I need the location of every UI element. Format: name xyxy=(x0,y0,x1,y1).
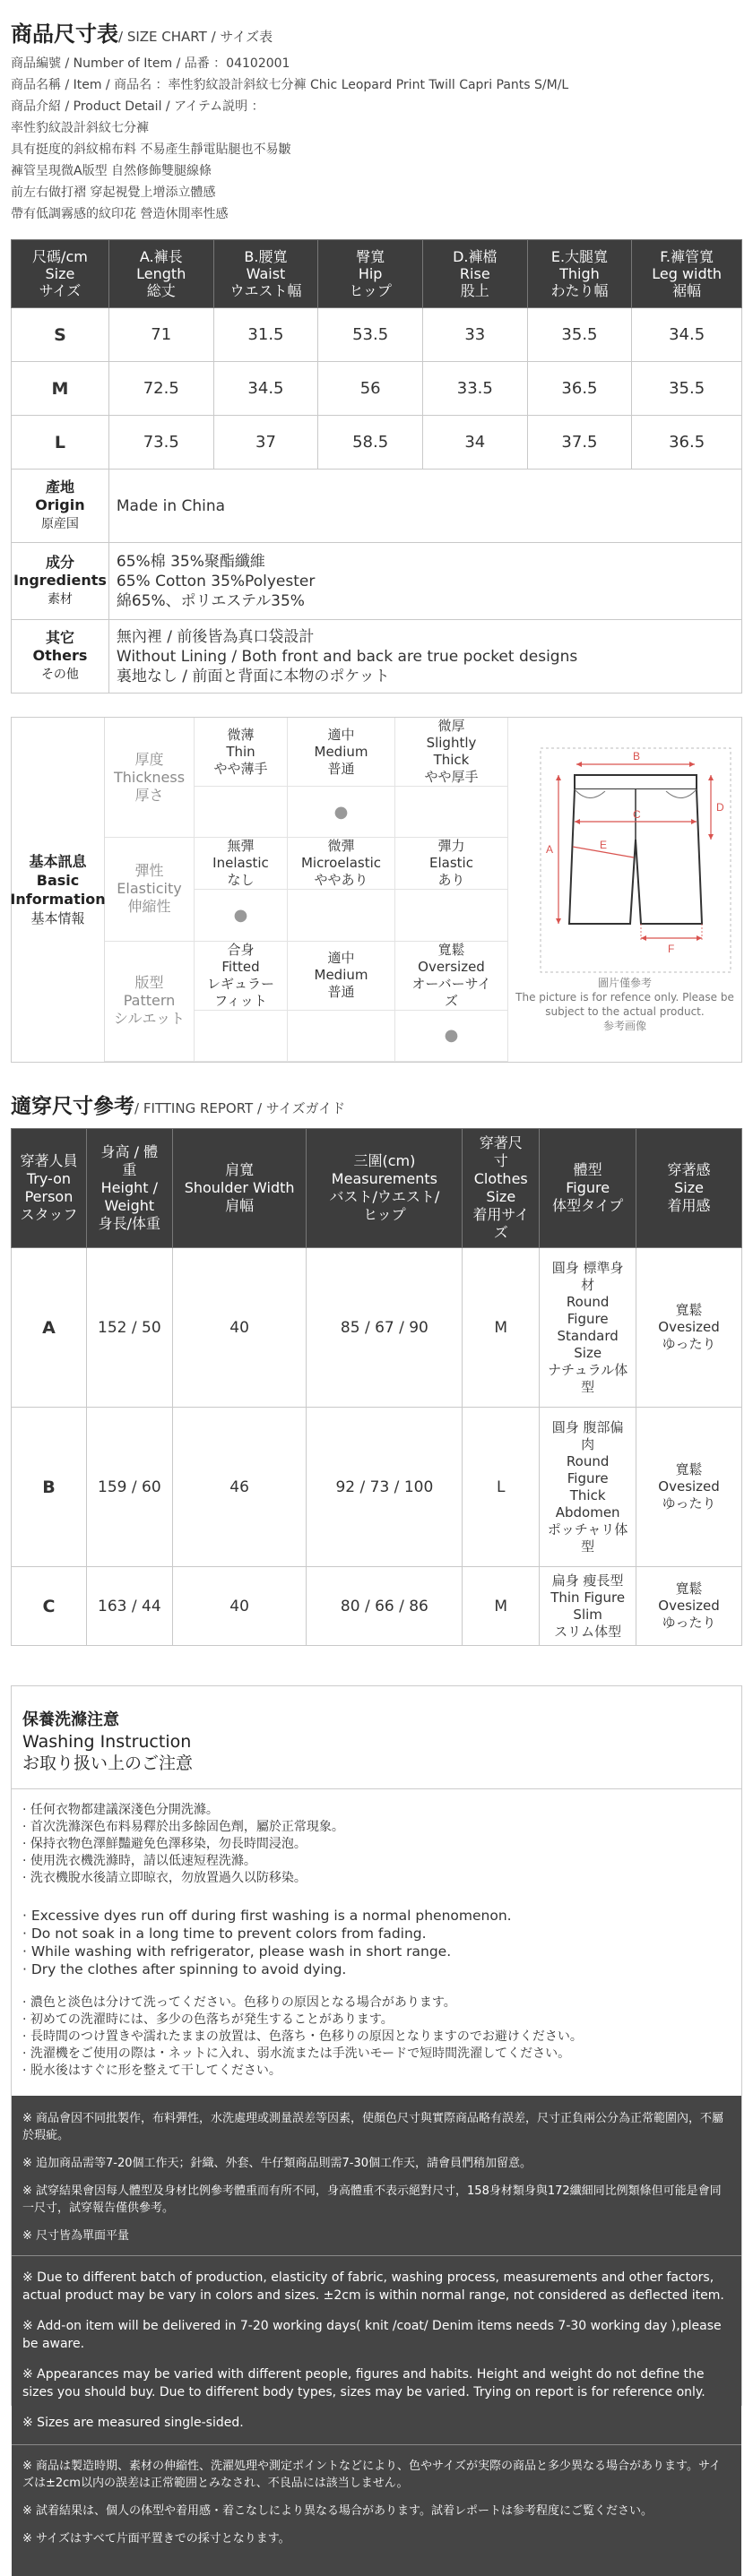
measurements-cell: 85 / 67 / 90 xyxy=(307,1248,463,1408)
note-item: ※ 試着結果は、個人の体型や着用感・着こなしにより異なる場合があります。試着レポートは参考程度にご覧ください。 xyxy=(22,2504,653,2518)
fit-feel-cell: 寬鬆 Ovesized ゆったり xyxy=(636,1408,742,1567)
person-cell: B xyxy=(12,1408,87,1567)
origin-label: 產地 Origin 原産国 xyxy=(12,470,109,543)
length-cell: 73.5 xyxy=(108,416,213,470)
rise-cell: 33 xyxy=(422,308,527,362)
others-row xyxy=(12,620,742,694)
note-item: ※ 追加商品需等7-20個工作天；針織、外套、牛仔類商品則需7-30個工作天，請會員們稍加留意。 xyxy=(22,2157,532,2170)
notes-panel xyxy=(12,2096,741,2576)
pattern-option-medium: 適中 Medium 普通 xyxy=(288,942,395,1011)
header-hip: 臀寬 Hip ヒップ xyxy=(318,240,423,308)
product-detail-line: 具有挺度的斜紋棉布料 不易產生靜電貼腿也不易皺 xyxy=(11,142,291,157)
header-fit-feel: 穿著感 Size 着用感 xyxy=(636,1129,742,1248)
diagram-label-f: F xyxy=(668,943,675,955)
header-rise: D.褲檔 Rise 股上 xyxy=(422,240,527,308)
note-item: ※ 試穿結果會因每人體型及身材比例參考體重而有所不同，身高體重不表示絕對尺寸，158身材類身與172纖細同比例類條但可能是會同一尺寸，試穿報告僅供參考。 xyxy=(22,2184,722,2215)
fitting-report-table xyxy=(11,1128,742,1646)
note-item: ※ 尺寸皆為單面平量 xyxy=(22,2229,130,2243)
washing-list-jp xyxy=(22,1994,731,2080)
fit-feel-cell: 寬鬆 Ovesized ゆったり xyxy=(636,1567,742,1646)
thickness-option-thin: 微薄 Thin やや薄手 xyxy=(195,718,288,787)
size-chart-header-row xyxy=(12,240,742,308)
pattern-option-fitted: 合身 Fitted レギュラー フィット xyxy=(195,942,288,1011)
size-cell: M xyxy=(12,362,109,416)
note-item: ※ Appearances may be varied with different people, figures and habits. Height and weight do not define the sizes you should buy. Due to different body types, sizes may be varied. Trying on report is for reference only. xyxy=(22,2367,705,2399)
thickness-option-medium: 適中 Medium 普通 xyxy=(288,718,395,787)
table-row xyxy=(12,308,742,362)
elasticity-option-micro: 微彈 Microelastic ややあり xyxy=(288,838,395,890)
person-cell: C xyxy=(12,1567,87,1646)
waist-cell: 37 xyxy=(213,416,318,470)
thickness-dot-thick xyxy=(395,787,508,838)
header-try-on-person: 穿著人員 Try-on Person スタッフ xyxy=(12,1129,87,1248)
basic-information-label: 基本訊息 Basic Information 基本情報 xyxy=(12,718,105,1062)
header-shoulder-width: 肩寬 Shoulder Width 肩幅 xyxy=(172,1129,307,1248)
measurements-cell: 92 / 73 / 100 xyxy=(307,1408,463,1567)
list-item: · 長時間のつけ置きや濡れたままの放置は、色落ち・色移りの原因となりますのでお避けください。 xyxy=(22,2029,583,2044)
measurements-cell: 80 / 66 / 86 xyxy=(307,1567,463,1646)
washing-instruction-panel xyxy=(11,1685,742,2546)
list-item: · 初めての洗濯時には、多少の色落ちが発生することがあります。 xyxy=(22,2012,394,2027)
fit-feel-cell: 寬鬆 Ovesized ゆったり xyxy=(636,1248,742,1408)
pants-measurement-diagram xyxy=(519,739,752,990)
washing-title-jp: お取り扱い上のご注意 xyxy=(22,1753,194,1773)
rise-cell: 34 xyxy=(422,416,527,470)
size-cell: S xyxy=(12,308,109,362)
clothes-size-cell: M xyxy=(463,1248,540,1408)
rise-cell: 33.5 xyxy=(422,362,527,416)
header-thigh: E.大腿寬 Thigh わたり幅 xyxy=(527,240,632,308)
diagram-label-a: A xyxy=(546,843,554,856)
size-chart-title: 商品尺寸表 xyxy=(11,22,118,47)
thickness-dot-medium: ● xyxy=(288,787,395,838)
list-item: · 洗濯機をご使用の際は・ネットに入れ、弱水流または手洗いモードで短時間洗濯してください。 xyxy=(22,2046,571,2061)
header-size: 尺碼/cm Size サイズ xyxy=(12,240,109,308)
list-item: · While washing with refrigerator, please wash in short range. xyxy=(22,1943,452,1960)
elasticity-dot-elastic xyxy=(395,890,508,941)
ingredients-row xyxy=(12,543,742,620)
thigh-cell: 36.5 xyxy=(527,362,632,416)
list-item: · 洗衣機脫水後請立即晾衣，勿放置過久以防移染。 xyxy=(22,1871,307,1885)
elasticity-dot-inelastic: ● xyxy=(195,890,288,941)
product-detail-label: 商品介紹 / Product Detail / アイテム説明 ： xyxy=(11,99,264,114)
diagram-label-e: E xyxy=(600,839,608,851)
list-item: · 首次洗滌深色布料易釋於出多餘固色劑，屬於正常現象。 xyxy=(22,1820,344,1834)
leg-width-cell: 35.5 xyxy=(632,362,742,416)
fitting-title: 適穿尺寸參考 xyxy=(11,1095,134,1118)
shoulder-cell: 46 xyxy=(172,1408,307,1567)
note-item: ※ Sizes are measured single-sided. xyxy=(22,2416,244,2430)
thigh-cell: 35.5 xyxy=(527,308,632,362)
hip-cell: 56 xyxy=(318,362,423,416)
header-clothes-size: 穿著尺 寸 Clothes Size 着用サイ ズ xyxy=(463,1129,540,1248)
header-figure: 體型 Figure 体型タイプ xyxy=(540,1129,636,1248)
list-item: · 任何衣物都建議深淺色分開洗滌。 xyxy=(22,1803,219,1817)
list-item: · Excessive dyes run off during first washing is a normal phenomenon. xyxy=(22,1908,512,1924)
header-length: A.褲長 Length 総丈 xyxy=(108,240,213,308)
pattern-dot-fitted xyxy=(195,1011,288,1062)
pants-diagram-area xyxy=(508,718,741,1062)
table-row xyxy=(12,1567,742,1646)
size-chart-title-sub: / SIZE CHART / サイズ表 xyxy=(118,29,273,45)
fitting-header-row xyxy=(12,1129,742,1248)
product-number: 商品編號 / Number of Item / 品番 ：04102001 xyxy=(11,56,290,71)
product-detail-line: 率性豹紋設計斜紋七分褲 xyxy=(11,121,149,135)
divider xyxy=(12,2255,741,2256)
list-item: · 濃色と淡色は分けて洗ってください。色移りの原因となる場合があります。 xyxy=(22,1995,456,2010)
size-cell: L xyxy=(12,416,109,470)
basic-information-panel xyxy=(11,717,742,1063)
header-height-weight: 身高 / 體 重 Height / Weight 身長/体重 xyxy=(86,1129,172,1248)
product-header xyxy=(11,0,742,225)
list-item: · 保持衣物色澤鮮豔避免色澤移染，勿長時間浸泡。 xyxy=(22,1837,307,1851)
table-row xyxy=(12,1408,742,1567)
waist-cell: 31.5 xyxy=(213,308,318,362)
thickness-dot-thin xyxy=(195,787,288,838)
hip-cell: 53.5 xyxy=(318,308,423,362)
fitting-report-heading xyxy=(11,1090,742,1119)
ingredients-label: 成分 Ingredients 素材 xyxy=(12,543,109,620)
others-value: 無內裡 / 前後皆為真口袋設計 Without Lining / Both front and back are true pocket designs 裏地なし / 前面と背面に本物のポケット xyxy=(108,620,741,694)
divider xyxy=(12,1788,741,1789)
fitting-title-sub: / FITTING REPORT / サイズガイド xyxy=(134,1100,346,1116)
header-waist: B.腰寬 Waist ウエスト幅 xyxy=(213,240,318,308)
washing-list-en xyxy=(22,1907,731,1978)
origin-row xyxy=(12,470,742,543)
list-item: · 使用洗衣機洗滌時，請以低速短程洗滌。 xyxy=(22,1854,256,1868)
clothes-size-cell: M xyxy=(463,1567,540,1646)
note-item: ※ 商品會因不同批製作，布料彈性，水洗處理或測量誤差等因素，使顏色尺寸與實際商品略有誤差，尺寸正負兩公分為正常範圍內，不屬於瑕疵。 xyxy=(22,2112,724,2142)
origin-value: Made in China xyxy=(108,470,741,543)
product-name: 商品名稱 / Item / 商品名 ：率性豹紋設計斜紋七分褲 Chic Leopard Print Twill Capri Pants S/M/L xyxy=(11,78,569,92)
note-item: ※ サイズはすべて片面平置きでの採寸となります。 xyxy=(22,2532,290,2546)
product-detail-line: 褲管呈現微A版型 自然修飾雙腿線條 xyxy=(11,164,212,178)
washing-title: 保養洗滌注意 xyxy=(22,1710,119,1729)
divider xyxy=(12,2444,741,2445)
height-weight-cell: 152 / 50 xyxy=(86,1248,172,1408)
elasticity-option-elastic: 彈力 Elastic あり xyxy=(395,838,508,890)
header-measurements: 三圍(cm) Measurements バスト/ウエスト/ ヒップ xyxy=(307,1129,463,1248)
length-cell: 72.5 xyxy=(108,362,213,416)
thigh-cell: 37.5 xyxy=(527,416,632,470)
ingredients-value: 65%棉 35%聚酯纖維 65% Cotton 35%Polyester 綿65%、ポリエステル35% xyxy=(108,543,741,620)
pattern-dot-medium xyxy=(288,1011,395,1062)
shoulder-cell: 40 xyxy=(172,1248,307,1408)
table-row xyxy=(12,362,742,416)
person-cell: A xyxy=(12,1248,87,1408)
diagram-label-c: C xyxy=(633,808,641,821)
note-item: ※ 商品は製造時期、素材の伸縮性、洗濯処理や測定ポイントなどにより、色やサイズが実際の商品と多少異なる場合があります。サイズは±2cm以内の誤差は正常範囲とみなされ、不良品には該当しません。 xyxy=(22,2460,722,2490)
waist-cell: 34.5 xyxy=(213,362,318,416)
table-row xyxy=(12,416,742,470)
elasticity-option-inelastic: 無彈 Inelastic なし xyxy=(195,838,288,890)
thickness-label: 厚度 Thickness 厚さ xyxy=(105,718,195,838)
fabric-attributes-grid xyxy=(105,718,508,1062)
leg-width-cell: 34.5 xyxy=(632,308,742,362)
product-detail-line: 前左右做打褶 穿起視覺上增添立體感 xyxy=(11,185,216,200)
diagram-label-b: B xyxy=(633,750,641,762)
pattern-option-oversized: 寬鬆 Oversized オーバーサイ ズ xyxy=(395,942,508,1011)
elasticity-label: 彈性 Elasticity 伸縮性 xyxy=(105,838,195,941)
leg-width-cell: 36.5 xyxy=(632,416,742,470)
hip-cell: 58.5 xyxy=(318,416,423,470)
list-item: · 脱水後はすぐに形を整えて干してください。 xyxy=(22,2063,281,2078)
washing-list-zh xyxy=(22,1802,731,1887)
others-label: 其它 Others その他 xyxy=(12,620,109,694)
figure-cell: 扁身 瘦長型 Thin Figure Slim スリム体型 xyxy=(540,1567,636,1646)
note-item: ※ Add-on item will be delivered in 7-20 working days( knit /coat/ Denim items needs 7-30 working day ),please be aware. xyxy=(22,2319,722,2351)
clothes-size-cell: L xyxy=(463,1408,540,1567)
size-chart-heading xyxy=(11,16,742,47)
elasticity-dot-micro xyxy=(288,890,395,941)
shoulder-cell: 40 xyxy=(172,1567,307,1646)
list-item: · Do not soak in a long time to prevent colors from fading. xyxy=(22,1926,427,1942)
pattern-dot-oversized: ● xyxy=(395,1011,508,1062)
height-weight-cell: 163 / 44 xyxy=(86,1567,172,1646)
figure-cell: 圓身 標準身 材 Round Figure Standard Size ナチュラル体 型 xyxy=(540,1248,636,1408)
product-detail-line: 帶有低調霧感的紋印花 營造休閒率性感 xyxy=(11,207,229,221)
thickness-option-thick: 微厚 Slightly Thick やや厚手 xyxy=(395,718,508,787)
header-leg-width: F.褲管寬 Leg width 裾幅 xyxy=(632,240,742,308)
pattern-label: 版型 Pattern シルエット xyxy=(105,942,195,1062)
list-item: · Dry the clothes after spinning to avoid dying. xyxy=(22,1961,347,1977)
size-chart-table xyxy=(11,239,742,694)
table-row xyxy=(12,1248,742,1408)
washing-title-en: Washing Instruction xyxy=(22,1732,192,1752)
diagram-caption: 圖片僅參考 The picture is for refence only. Please be subject to the actual product. 参考画像 xyxy=(515,977,734,1032)
length-cell: 71 xyxy=(108,308,213,362)
height-weight-cell: 159 / 60 xyxy=(86,1408,172,1567)
diagram-label-d: D xyxy=(716,801,724,814)
figure-cell: 圓身 腹部偏 肉 Round Figure Thick Abdomen ポッチャリ体 型 xyxy=(540,1408,636,1567)
note-item: ※ Due to different batch of production, elasticity of fabric, washing process, measurements and other factors, actual product may be vary in colors and sizes. ±2cm is within normal range, not considered as deflected item. xyxy=(22,2270,724,2303)
